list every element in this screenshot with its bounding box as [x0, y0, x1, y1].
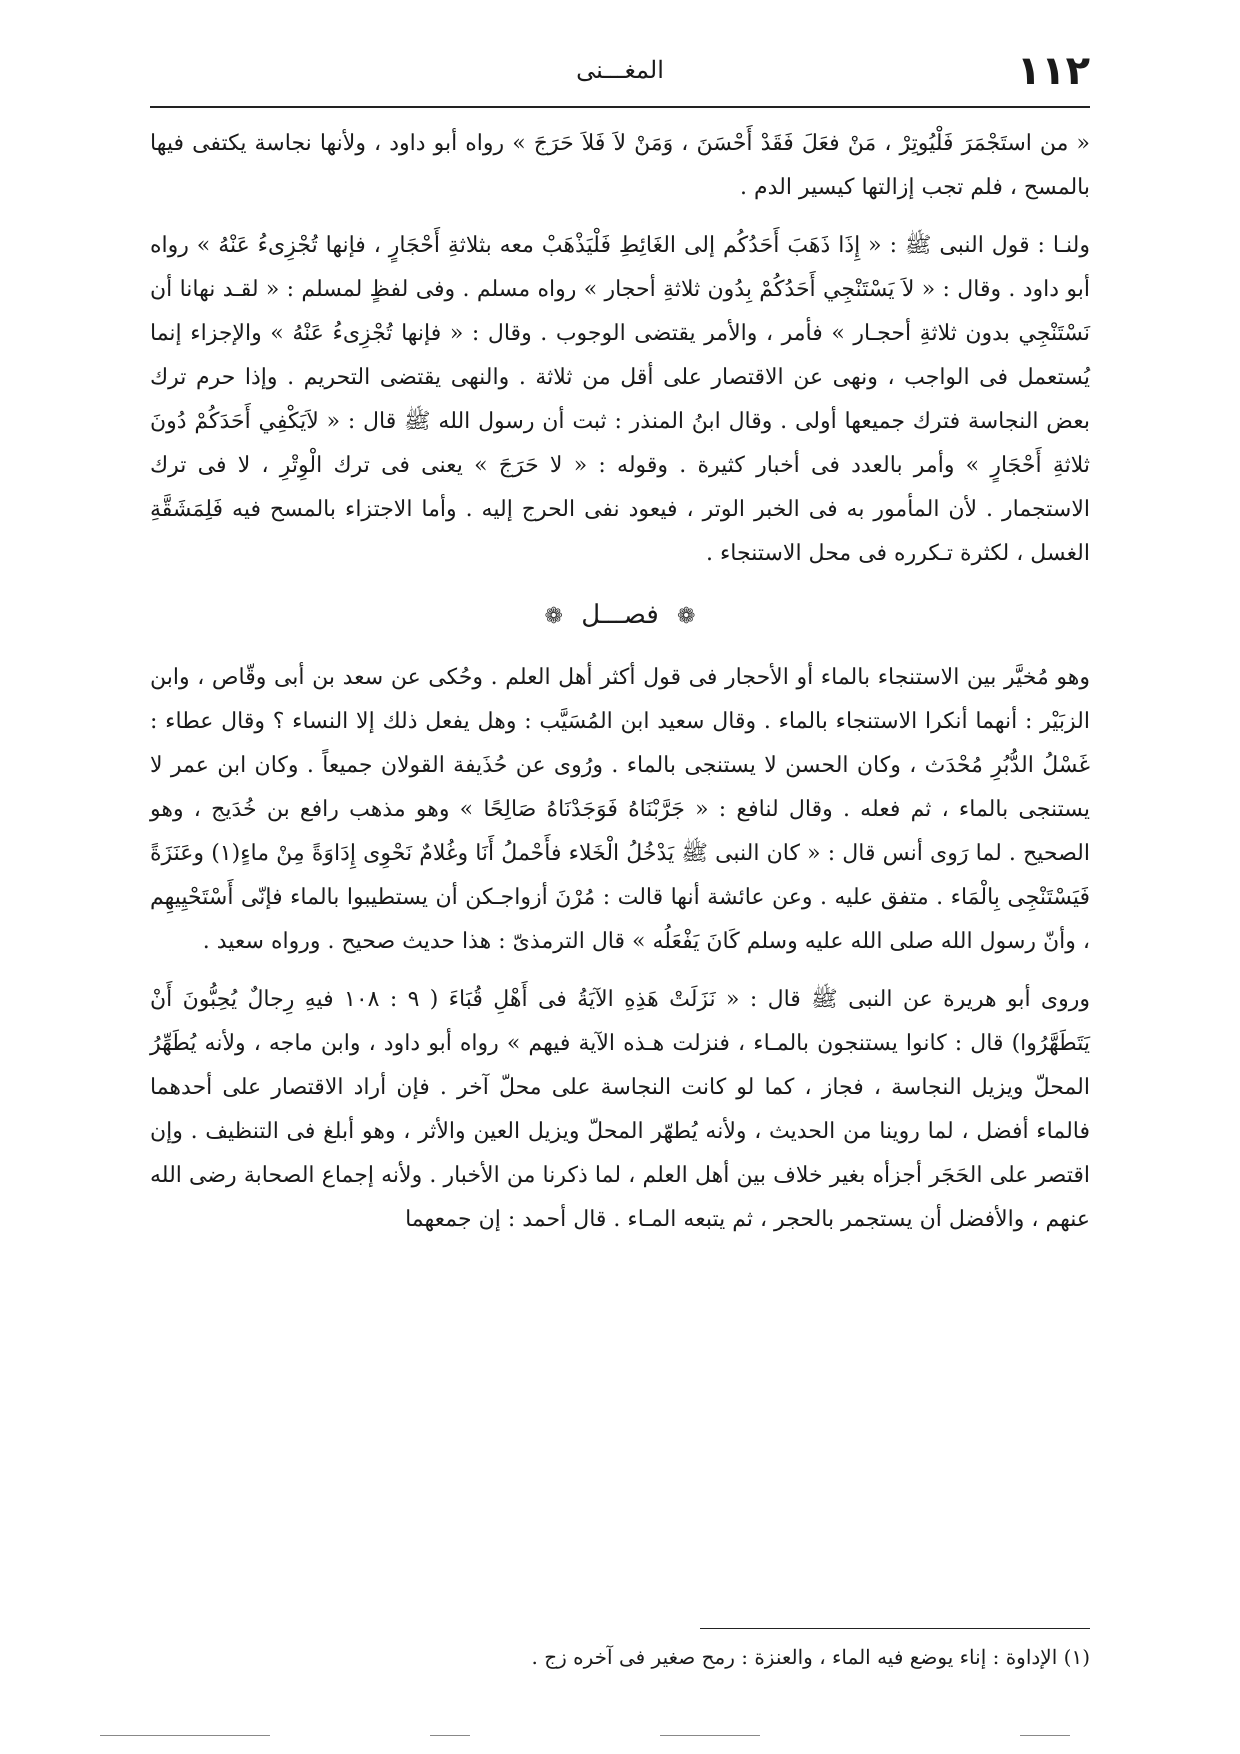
body-text: [150, 122, 1090, 1256]
page-header: [150, 48, 1090, 106]
bottom-mark: [430, 1735, 470, 1736]
bottom-mark: [1020, 1735, 1070, 1736]
running-title: المغـــنى: [576, 56, 664, 84]
ornament-icon: ❁: [544, 604, 563, 629]
ornament-icon: ❁: [677, 604, 696, 629]
page-number: ١١٢: [1016, 48, 1090, 94]
header-rule: [150, 106, 1090, 108]
paragraph-1: « من استَجْمَرَ فَلْيُوتِرْ ، مَنْ فعَلَ فَقَدْ أَحْسَنَ ، وَمَنْ لاَ فَلاَ حَرَجَ » رواه أبو داود ، ولأنها نجاسة يكتفى فيها بالمسح ، فلم تجب إزالتها كيسير الدم .: [150, 131, 1090, 200]
paragraph-4: وروى أبو هريرة عن النبى ﷺ قال : « نَزَلَتْ هَذِهِ الآيَةُ فى أَهْلِ قُبَاءَ ( ٩ : ١٠٨ فيهِ رِجالٌ يُحِبُّونَ أَنْ يَتَطَهَّرُوا) قال : كانوا يستنجون بالمـاء ، فنزلت هـذه الآية فيهم » رواه أبو داود ، وابن ماجه ، ولأنه يُطَهِّرُ المحلّ ويزيل النجاسة ، فجاز ، كما لو كانت النجاسة على محلّ آخر . فإن أراد الاقتصار على أحدهما فالماء أفضل ، لما روينا من الحديث ، ولأنه يُطهّر المحلّ ويزيل العين والأثر ، وهو أبلغ فى التنظيف . وإن اقتصر على الحَجَر أجزأه بغير خلاف بين أهل العلم ، لما ذكرنا من الأخبار . ولأنه إجماع الصحابة رضى الله عنهم ، والأفضل أن يستجمر بالحجر ، ثم يتبعه المـاء . قال أحمد : إن جمعهما: [150, 987, 1090, 1232]
bottom-mark: [100, 1735, 270, 1736]
bottom-marks: [100, 1735, 1140, 1739]
footnote-rule: [700, 1628, 1090, 1629]
paragraph-2: ولنـا : قول النبى ﷺ : « إِذَا ذَهَبَ أَحَدُكُم إلى الغَائِطِ فَلْيَذْهَبْ معه بثلاثةِ أَحْجَارٍ ، فإنها تُجْزِىءُ عَنْهُ » رواه أبو داود . وقال : « لاَ يَسْتَنْجِي أَحَدُكُمْ بِدُون ثلاثةِ أحجار » رواه مسلم . وفى لفظٍ لمسلم : « لقـد نهانا أن نَسْتَنْجِي بدون ثلاثةِ أحجـار » فأمر ، والأمر يقتضى الوجوب . وقال : « فإنها تُجْزِىءُ عَنْهُ » والإجزاء إنما يُستعمل فى الواجب ، ونهى عن الاقتصار على أقل من ثلاثة . والنهى يقتضى التحريم . وإذا حرم ترك بعض النجاسة فترك جميعها أولى . وقال ابنُ المنذر : ثبت أن رسول الله ﷺ قال : « لاَيَكْفِي أَحَدَكُمْ دُونَ ثلاثةِ أَحْجَارٍ » وأمر بالعدد فى أخبار كثيرة . وقوله : « لا حَرَجَ » يعنى فى ترك الْوِتْرِ ، لا فى ترك الاستجمار . لأن المأمور به فى الخبر الوتر ، فيعود نفى الحرج إليه . وأما الاجتزاء بالمسح فيه فَلِمَشَقَّةِ الغسل ، لكثرة تـكرره فى محل الاستنجاء .: [150, 233, 1090, 566]
footnote: (١) الإداوة : إناء يوضع فيه الماء ، والعنزة : رمح صغير فى آخره زج .: [531, 1645, 1090, 1669]
paragraph-3: وهو مُخيَّر بين الاستنجاء بالماء أو الأحجار فى قول أكثر أهل العلم . وحُكى عن سعد بن أبى وقّاص ، وابن الزبَيْر : أنهما أنكرا الاستنجاء بالماء . وقال سعيد ابن المُسَيَّب : وهل يفعل ذلك إلا النساء ؟ وقال عطاء : غَسْلُ الدُّبُرِ مُحْدَث ، وكان الحسن لا يستنجى بالماء . ورُوى عن حُذَيفة القولان جميعاً . وكان ابن عمر لا يستنجى بالماء ، ثم فعله . وقال لنافع : « جَرَّبْنَاهُ فَوَجَدْنَاهُ صَالِحًا » وهو مذهب رافع بن خُدَيج ، وهو الصحيح . لما رَوى أنس قال : « كان النبى ﷺ يَدْخُلُ الْخَلاء فأَحْملُ أَنَا وغُلامٌ نَحْوِى إِدَاوَةً مِنْ ماءٍ(١) وعَنَزَةً فَيَسْتَنْجِى بِالْمَاء . متفق عليه . وعن عائشة أنها قالت : مُرْنَ أزواجـكن أن يستطيبوا بالماء فإنّى أَسْتَحْيِيهِم ، وأنّ رسول الله صلى الله عليه وسلم كَانَ يَفْعَلُه » قال الترمذىّ : هذا حديث صحيح . ورواه سعيد .: [150, 665, 1090, 954]
section-heading-label: فصـــل: [581, 600, 659, 630]
bottom-mark: [660, 1735, 760, 1736]
section-heading: [150, 590, 1090, 642]
